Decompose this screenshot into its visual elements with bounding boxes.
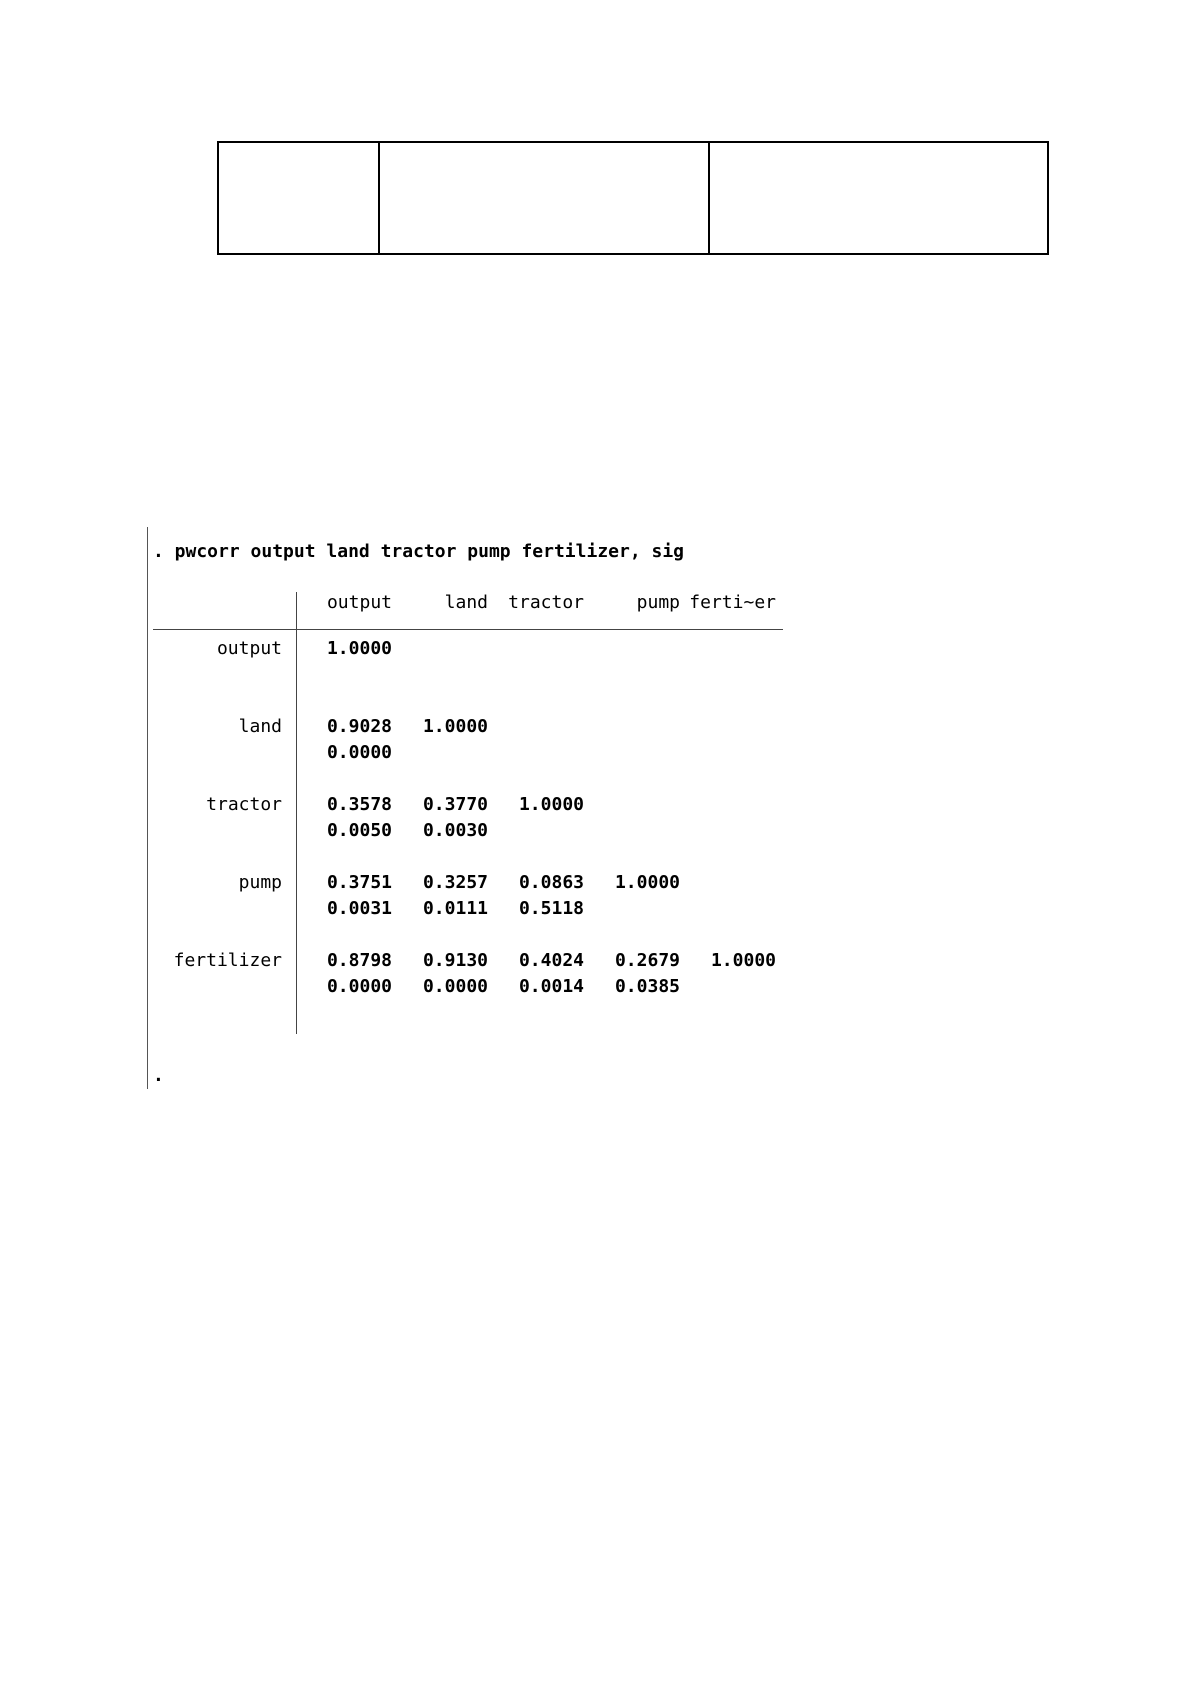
column-header: ferti~er bbox=[689, 592, 776, 613]
command-line: . pwcorr output land tractor pump fertilizer, sig bbox=[153, 541, 685, 562]
significance-value: 0.0014 bbox=[518, 976, 584, 997]
correlation-coefficient: 0.3751 bbox=[326, 872, 392, 893]
significance-value: 0.0000 bbox=[422, 976, 488, 997]
correlation-coefficient: 0.3770 bbox=[422, 794, 488, 815]
significance-value: 0.0050 bbox=[326, 820, 392, 841]
correlation-coefficient: 0.8798 bbox=[326, 950, 392, 971]
column-header: tractor bbox=[508, 592, 584, 613]
stata-output bbox=[147, 527, 788, 1089]
correlation-coefficient: 0.3257 bbox=[422, 872, 488, 893]
correlation-coefficient: 0.0863 bbox=[518, 872, 584, 893]
correlation-coefficient: 0.2679 bbox=[614, 950, 680, 971]
correlation-coefficient: 0.4024 bbox=[518, 950, 584, 971]
correlation-coefficient: 1.0000 bbox=[422, 716, 488, 737]
empty-table bbox=[217, 141, 1049, 255]
row-label: land bbox=[238, 716, 282, 737]
significance-value: 0.0000 bbox=[326, 976, 392, 997]
table-header-rule bbox=[153, 629, 783, 630]
significance-value: 0.0385 bbox=[614, 976, 680, 997]
empty-table-cell bbox=[709, 142, 1048, 254]
row-label: fertilizer bbox=[173, 950, 282, 971]
row-label: tractor bbox=[206, 794, 282, 815]
correlation-coefficient: 0.9130 bbox=[422, 950, 488, 971]
empty-table-cell bbox=[379, 142, 709, 254]
significance-value: 0.5118 bbox=[518, 898, 584, 919]
row-label: output bbox=[216, 638, 282, 659]
row-label: pump bbox=[238, 872, 282, 893]
column-header: land bbox=[444, 592, 488, 613]
correlation-coefficient: 1.0000 bbox=[326, 638, 392, 659]
significance-value: 0.0000 bbox=[326, 742, 392, 763]
correlation-coefficient: 0.9028 bbox=[326, 716, 392, 737]
significance-value: 0.0111 bbox=[422, 898, 488, 919]
correlation-coefficient: 1.0000 bbox=[710, 950, 776, 971]
column-header: output bbox=[326, 592, 392, 613]
correlation-coefficient: 1.0000 bbox=[614, 872, 680, 893]
column-header: pump bbox=[636, 592, 680, 613]
significance-value: 0.0031 bbox=[326, 898, 392, 919]
command-prompt: . bbox=[153, 1065, 164, 1086]
correlation-coefficient: 1.0000 bbox=[518, 794, 584, 815]
significance-value: 0.0030 bbox=[422, 820, 488, 841]
correlation-coefficient: 0.3578 bbox=[326, 794, 392, 815]
empty-table-cell bbox=[218, 142, 379, 254]
